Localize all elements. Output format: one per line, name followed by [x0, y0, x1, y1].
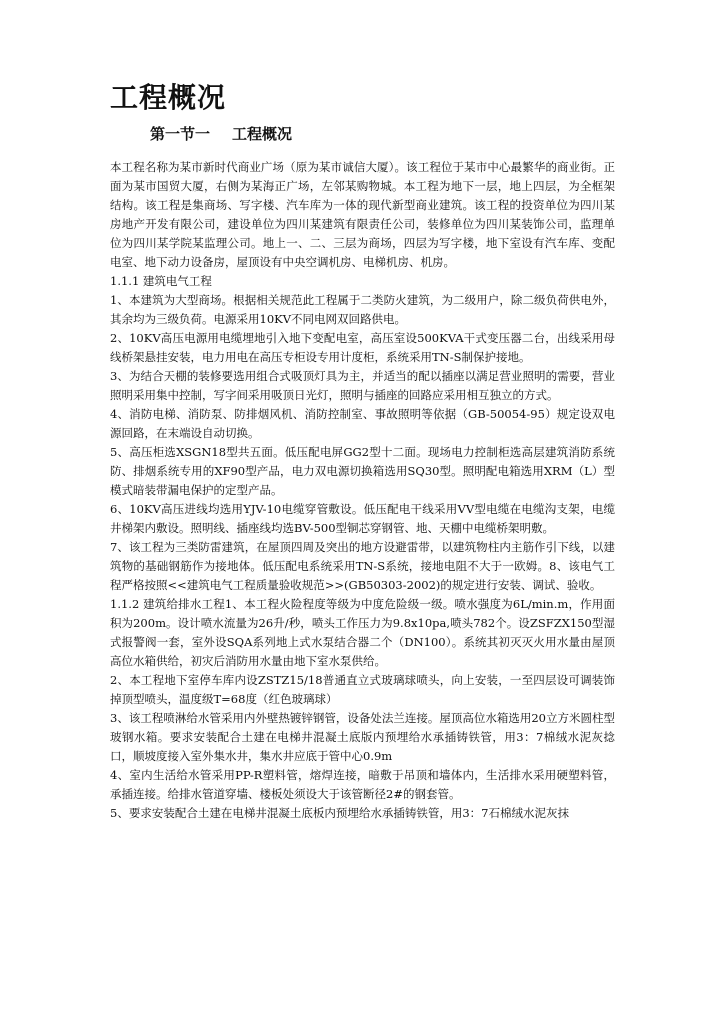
paragraph-electrical-1: 1、本建筑为大型商场。根据相关规范此工程属于二类防火建筑，为二级用户，除二级负荷供电外，其余均为三级负荷。电源采用10KV不同电网双回路供电。 [110, 293, 615, 326]
paragraph-electrical-2: 2、10KV高压电源用电缆埋地引入地下变配电室，高压室设500KVA干式变压器二台，出线采用母线桥架悬挂安装，电力用电在高压专柜设专用计度柜，系统采用TN-S制保护接地。 [110, 331, 615, 364]
paragraph-overview: 本工程名称为某市新时代商业广场（原为某市诚信大厦）。该工程位于某市中心最繁华的商业街。正面为某市国贸大厦，右侧为某海正广场，左邻某购物城。本工程为地下一层，地上四层，为全框架结构。该工程是集商场、写字楼、汽车库为一体的现代新型商业建筑。该工程的投资单位为四川某房地产开发有限公司，建设单位为四川某建筑有限责任公司，装修单位为四川某装饰公司，监理单位为四川某学院某监理公司。地上一、二、三层为商场，四层为写字楼，地下室设有汽车库、变配电室、地下动力设备房，屋顶设有中央空调机房、电梯机房、机房。 [110, 160, 615, 269]
section-number: 第一节一 [150, 125, 211, 143]
paragraph-plumbing-3: 3、该工程喷淋给水管采用内外壁热镀锌钢管，设备处法兰连接。屋顶高位水箱选用20立方米圆柱型玻钢水箱。要求安装配合土建在电梯井混凝土底版内预埋给水承插铸铁管，用3：7棉绒水泥灰捻口，顺坡度接入室外集水井，集水井应底于管中心0.9m [110, 711, 615, 763]
paragraph-plumbing-5: 5、要求安装配合土建在电梯井混凝土底板内预埋给水承插铸铁管，用3：7石棉绒水泥灰抹 [110, 806, 569, 820]
document-title: 工程概况 [110, 81, 227, 114]
paragraph-electrical-6: 6、10KV高压进线均选用YJV-10电缆穿管敷设。低压配电干线采用VV型电缆在电缆沟支架，电缆井梯架内敷设。照明线、插座线均选BV-500型铜芯穿钢管、地、天棚中电缆桥架明敷。 [110, 502, 615, 535]
paragraph-electrical-7: 7、该工程为三类防雷建筑，在屋顶四周及突出的地方设避雷带，以建筑物柱内主筋作引下线，以建筑物的基础钢筋作为接地体。低压配电系统采用TN-S系统，接地电阻不大于一欧姆。8、该电气工程严格按照<<建筑电气工程质量验收规范>>(GB50303-2002)的规定进行安装、调试、验收。 [110, 540, 615, 592]
section-heading [150, 122, 615, 146]
paragraph-electrical-4: 4、消防电梯、消防泵、防排烟风机、消防控制室、事故照明等依据（GB-50054-95）规定设双电源回路，在末端设自动切换。 [110, 407, 615, 440]
subheading-electrical: 1.1.1 建筑电气工程 [110, 274, 212, 288]
paragraph-electrical-3: 3、为结合天棚的装修要选用组合式吸顶灯具为主，并适当的配以插座以满足营业照明的需要，营业照明采用集中控制，写字间采用吸顶日光灯，照明与插座的回路应采用相互独立的方式。 [110, 369, 615, 402]
paragraph-plumbing-2: 2、本工程地下室停车库内设ZSTZ15/18普通直立式玻璃球喷头，向上安装，一至四层设可调装饰掉顶型喷头，温度级T=68度（红色玻璃球） [110, 673, 615, 706]
paragraph-electrical-5: 5、高压柜选XSGN18型共五面。低压配电屏GG2型十二面。现场电力控制柜选高层建筑消防系统防、排烟系统专用的XF90型产品，电力双电源切换箱选用SQ30型。照明配电箱选用XRM（L）型模式暗装带漏电保护的定型产品。 [110, 445, 615, 497]
section-name: 工程概况 [232, 125, 293, 143]
document-page [110, 80, 615, 823]
paragraph-plumbing-4: 4、室内生活给水管采用PP-R塑料管，熔焊连接，暗敷于吊顶和墙体内，生活排水采用硬塑料管，承插连接。给排水管道穿墙、楼板处须设大于该管断径2#的钢套管。 [110, 768, 615, 801]
paragraph-plumbing-1: 1.1.2 建筑给排水工程1、本工程火险程度等级为中度危险级一级。喷水强度为6L/min.m，作用面积为200m。设计喷水流量为26升/秒，喷头工作压力为9.8x10pa,喷头782个。设ZSFZX150型湿式报警阀一套，室外设SQA系列地上式水泵结合器二个（DN100）。系统其初灭灭火用水量由屋顶高位水箱供给，初灾后消防用水量由地下室水泵供给。 [110, 597, 615, 668]
document-body [110, 158, 615, 823]
